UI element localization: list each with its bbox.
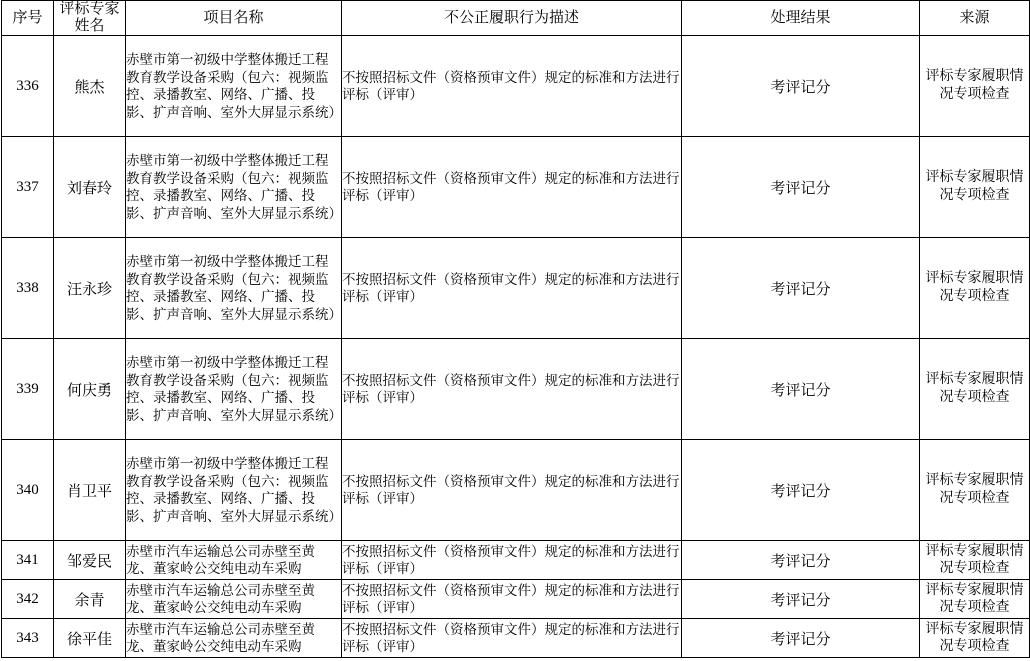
table-header xyxy=(2,1,1030,36)
cell-project-name: 赤壁市第一初级中学整体搬迁工程教育教学设备采购（包六：视频监控、录播教室、网络、广播、投影、扩声音响、室外大屏显示系统） xyxy=(126,36,342,137)
cell-project-name: 赤壁市第一初级中学整体搬迁工程教育教学设备采购（包六：视频监控、录播教室、网络、广播、投影、扩声音响、室外大屏显示系统） xyxy=(126,440,342,541)
cell-seq: 337 xyxy=(2,137,54,238)
table-row xyxy=(2,339,1030,440)
cell-expert-name: 刘春玲 xyxy=(54,137,126,238)
column-header-seq: 序号 xyxy=(2,1,54,36)
cell-project-name: 赤壁市第一初级中学整体搬迁工程教育教学设备采购（包六：视频监控、录播教室、网络、广播、投影、扩声音响、室外大屏显示系统） xyxy=(126,238,342,339)
cell-violation-description: 不按照招标文件（资格预审文件）规定的标准和方法进行评标（评审） xyxy=(342,440,682,541)
table-row xyxy=(2,580,1030,619)
table-body xyxy=(2,36,1030,658)
cell-violation-description: 不按照招标文件（资格预审文件）规定的标准和方法进行评标（评审） xyxy=(342,137,682,238)
table-row xyxy=(2,36,1030,137)
cell-source: 评标专家履职情况专项检查 xyxy=(920,238,1030,339)
cell-source: 评标专家履职情况专项检查 xyxy=(920,36,1030,137)
cell-project-name: 赤壁市第一初级中学整体搬迁工程教育教学设备采购（包六：视频监控、录播教室、网络、广播、投影、扩声音响、室外大屏显示系统） xyxy=(126,339,342,440)
column-header-expert-name: 评标专家姓名 xyxy=(54,1,126,36)
column-header-source: 来源 xyxy=(920,1,1030,36)
cell-source: 评标专家履职情况专项检查 xyxy=(920,137,1030,238)
cell-seq: 341 xyxy=(2,541,54,580)
cell-violation-description: 不按照招标文件（资格预审文件）规定的标准和方法进行评标（评审） xyxy=(342,339,682,440)
cell-expert-name: 徐平佳 xyxy=(54,619,126,658)
cell-source: 评标专家履职情况专项检查 xyxy=(920,580,1030,619)
cell-expert-name: 汪永珍 xyxy=(54,238,126,339)
cell-expert-name: 何庆勇 xyxy=(54,339,126,440)
table-row xyxy=(2,137,1030,238)
cell-expert-name: 余青 xyxy=(54,580,126,619)
expert-violation-table xyxy=(1,0,1030,658)
cell-result: 考评记分 xyxy=(682,238,920,339)
cell-project-name: 赤壁市第一初级中学整体搬迁工程教育教学设备采购（包六：视频监控、录播教室、网络、广播、投影、扩声音响、室外大屏显示系统） xyxy=(126,137,342,238)
cell-project-name: 赤壁市汽车运输总公司赤壁至黄龙、董家岭公交纯电动车采购 xyxy=(126,619,342,658)
column-header-project-name: 项目名称 xyxy=(126,1,342,36)
cell-result: 考评记分 xyxy=(682,36,920,137)
cell-source: 评标专家履职情况专项检查 xyxy=(920,339,1030,440)
column-header-result: 处理结果 xyxy=(682,1,920,36)
cell-result: 考评记分 xyxy=(682,440,920,541)
table-row xyxy=(2,541,1030,580)
table-row xyxy=(2,238,1030,339)
cell-seq: 338 xyxy=(2,238,54,339)
cell-seq: 343 xyxy=(2,619,54,658)
table-header-row xyxy=(2,1,1030,36)
cell-source: 评标专家履职情况专项检查 xyxy=(920,619,1030,658)
cell-result: 考评记分 xyxy=(682,580,920,619)
cell-expert-name: 熊杰 xyxy=(54,36,126,137)
cell-expert-name: 肖卫平 xyxy=(54,440,126,541)
cell-seq: 342 xyxy=(2,580,54,619)
cell-result: 考评记分 xyxy=(682,137,920,238)
cell-seq: 340 xyxy=(2,440,54,541)
cell-violation-description: 不按照招标文件（资格预审文件）规定的标准和方法进行评标（评审） xyxy=(342,541,682,580)
table-row xyxy=(2,619,1030,658)
cell-seq: 339 xyxy=(2,339,54,440)
table-row xyxy=(2,440,1030,541)
cell-project-name: 赤壁市汽车运输总公司赤壁至黄龙、董家岭公交纯电动车采购 xyxy=(126,580,342,619)
cell-source: 评标专家履职情况专项检查 xyxy=(920,541,1030,580)
cell-source: 评标专家履职情况专项检查 xyxy=(920,440,1030,541)
cell-project-name: 赤壁市汽车运输总公司赤壁至黄龙、董家岭公交纯电动车采购 xyxy=(126,541,342,580)
column-header-violation-description: 不公正履职行为描述 xyxy=(342,1,682,36)
cell-violation-description: 不按照招标文件（资格预审文件）规定的标准和方法进行评标（评审） xyxy=(342,238,682,339)
cell-violation-description: 不按照招标文件（资格预审文件）规定的标准和方法进行评标（评审） xyxy=(342,619,682,658)
cell-violation-description: 不按照招标文件（资格预审文件）规定的标准和方法进行评标（评审） xyxy=(342,580,682,619)
cell-result: 考评记分 xyxy=(682,619,920,658)
cell-seq: 336 xyxy=(2,36,54,137)
cell-violation-description: 不按照招标文件（资格预审文件）规定的标准和方法进行评标（评审） xyxy=(342,36,682,137)
cell-result: 考评记分 xyxy=(682,339,920,440)
cell-expert-name: 邹爱民 xyxy=(54,541,126,580)
cell-result: 考评记分 xyxy=(682,541,920,580)
